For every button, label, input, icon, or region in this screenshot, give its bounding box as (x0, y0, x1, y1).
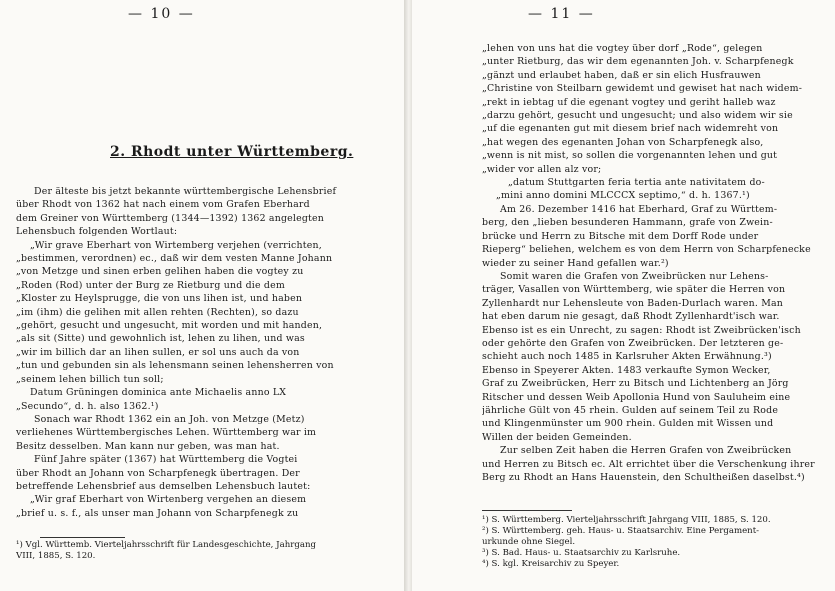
section-heading: 2. Rhodt unter Württemberg. (110, 144, 354, 160)
text-line: Der älteste bis jetzt bekannte württembergische Lehensbrief (34, 186, 337, 197)
text-line: „wenn is nit mist, so sollen die vorgenannten lehen und gut (482, 150, 778, 162)
text-line: jährliche Gült von 45 rhein. Gulden auf seinem Teil zu Rode (482, 404, 779, 416)
footnote-line: ³) S. Bad. Haus- u. Staatsarchiv zu Karlsruhe. (482, 548, 681, 558)
text-line: betreffende Lehensbrief aus demselben Lehensbuch lautet: (16, 480, 311, 492)
text-line: über Rhodt von 1362 hat nach einem vom Grafen Eberhard (16, 199, 310, 211)
footnote-rule (482, 510, 572, 511)
body-text (482, 42, 832, 484)
text-line: verliehenes Württembergisches Lehen. Württemberg war im (16, 427, 317, 439)
text-line: und Herren zu Bitsch ec. Alt errichtet über die Verschenkung ihrer (482, 458, 815, 470)
text-line: „von Metzge und sinen erben gelihen haben die vogtey zu (16, 266, 304, 278)
text-line: „bestimmen, verordnen) ec., daß wir dem vesten Manne Johann (16, 253, 333, 265)
text-line: Sonach war Rhodt 1362 ein an Joh. von Metzge (Metz) (34, 413, 305, 425)
text-line: Besitz desselben. Man kann nur geben, was man hat. (16, 440, 280, 452)
text-line: hat eben darum nie gesagt, daß Rhodt Zyllenhardt'isch war. (482, 311, 780, 323)
text-line: Rieperg“ beliehen, welchem es von dem Herrn von Scharpfenecke (482, 244, 811, 256)
text-line: dem Greiner von Württemberg (1344—1392) 1362 angelegten (16, 212, 325, 224)
footnotes (16, 540, 390, 562)
text-line: „darzu gehört, gesucht und ungesucht; und also widem wir sie (482, 110, 793, 122)
text-line: „Wir grave Eberhart von Wirtemberg verjehen (verrichten, (30, 239, 322, 251)
text-line: „als sit (Sitte) und gewohnlich ist, lehen zu lihen, und was (16, 333, 305, 345)
text-line: „uf die egenanten gut mit diesem brief nach widemreht von (482, 123, 779, 135)
text-line: „gehört, gesucht und ungesucht, mit worden und mit handen, (16, 320, 323, 332)
text-line: „mini anno domini MLCCCX septimo,“ d. h. 1367.¹) (496, 190, 750, 202)
text-line: „wider vor allen alz vor; (482, 163, 602, 175)
text-line: „lehen von uns hat die vogtey über dorf „Rode“, gelegen (482, 43, 763, 54)
text-line: „datum Stuttgarten feria tertia ante nativitatem do- (508, 177, 765, 189)
body-text (16, 185, 390, 520)
page-number: — 11 — (528, 6, 595, 22)
text-line: „rekt in iebtag uf die egenant vogtey und geriht halleb waz (482, 96, 776, 108)
text-line: „gänzt und erlaubet haben, daß er sin elich Husfrauwen (482, 69, 761, 81)
text-line: „tun und gebunden sin als lehensmann seinen lehensherren von (16, 360, 334, 372)
text-line: „Kloster zu Heylsprugge, die von uns lihen ist, und haben (16, 293, 303, 305)
text-line: Fünf Jahre später (1367) hat Württemberg die Vogtei (34, 454, 298, 466)
text-line: schieht auch noch 1485 in Karlsruher Akten Erwähnung.³) (482, 351, 772, 363)
footnote-line: VIII, 1885, S. 120. (16, 551, 96, 561)
text-line: Zur selben Zeit haben die Herren Grafen von Zweibrücken (500, 445, 792, 457)
text-line: „Roden (Rod) unter der Burg ze Rietburg und die dem (16, 279, 285, 291)
text-line: „Wir graf Eberhart von Wirtenberg vergehen an diesem (30, 494, 307, 506)
text-line: Graf zu Zweibrücken, Herr zu Bitsch und Lichtenberg an Jörg (482, 378, 789, 390)
text-line: berg, den „lieben besunderen Hammann, grafe von Zwein- (482, 217, 773, 229)
text-line: „Secundo“, d. h. also 1362.¹) (16, 400, 159, 412)
text-line: Willen der beiden Gemeinden. (482, 431, 632, 443)
footnote-rule (40, 537, 125, 538)
text-line: Am 26. Dezember 1416 hat Eberhard, Graf zu Württem- (500, 203, 778, 215)
text-line: „seinem lehen billich tun soll; (16, 373, 164, 385)
text-line: Ebenso in Speyerer Akten. 1483 verkaufte Symon Wecker, (482, 364, 771, 376)
footnotes (482, 515, 832, 570)
text-line: Datum Grüningen dominica ante Michaelis anno LX (30, 387, 287, 399)
text-line: Ebenso ist es ein Unrecht, zu sagen: Rhodt ist Zweibrücken'isch (482, 324, 801, 336)
text-line: „wir im billich dar an lihen sullen, er sol uns auch da von (16, 346, 300, 358)
text-line: träger, Vasallen von Württemberg, wie später die Herren von (482, 284, 786, 296)
footnote-line: ¹) Vgl. Württemb. Vierteljahrsschrift für Landesgeschichte, Jahrgang (16, 540, 317, 550)
text-line: Somit waren die Grafen von Zweibrücken nur Lehens- (500, 270, 769, 282)
right-page (410, 0, 835, 591)
text-line: Zyllenhardt nur Lehensleute von Baden-Durlach waren. Man (482, 297, 784, 309)
left-page (0, 0, 405, 591)
text-line: und Klingenmünster um 900 rhein. Gulden mit Wissen und (482, 418, 774, 430)
footnote-line: ⁴) S. kgl. Kreisarchiv zu Speyer. (482, 559, 620, 569)
text-line: „brief u. s. f., als unser man Johann von Scharpfenegk zu (16, 507, 299, 519)
text-line: wieder zu seiner Hand gefallen war.²) (482, 257, 669, 269)
text-line: über Rhodt an Johann von Scharpfenegk übertragen. Der (16, 467, 300, 479)
page-number: — 10 — (128, 6, 195, 22)
text-line: „hat wegen des egenanten Johan von Scharpfenegk also, (482, 136, 764, 148)
text-line: „Christine von Steilbarn gewidemt und gewiset hat nach widem- (482, 83, 803, 95)
text-line: brücke und Herrn zu Bitsche mit dem Dorff Rode under (482, 230, 759, 242)
footnote-line: ¹) S. Württemberg. Vierteljahrsschrift Jahrgang VIII, 1885, S. 120. (482, 515, 771, 525)
footnote-line: urkunde ohne Siegel. (482, 537, 576, 547)
text-line: „unter Rietburg, das wir dem egenannten Joh. v. Scharpfenegk (482, 56, 794, 68)
text-line: Ritscher und dessen Weib Apollonia Hund von Sauluheim eine (482, 391, 791, 403)
text-line: „im (ihm) die gelihen mit allen rehten (Rechten), so dazu (16, 306, 299, 318)
text-line: oder gehörte den Grafen von Zweibrücken. Der letzteren ge- (482, 337, 784, 349)
footnote-line: ²) S. Württemberg. geh. Haus- u. Staatsarchiv. Eine Pergament- (482, 526, 760, 536)
text-line: Lehensbuch folgenden Wortlaut: (16, 226, 178, 238)
text-line: Berg zu Rhodt an Hans Hauenstein, den Schultheißen daselbst.⁴) (482, 472, 805, 483)
